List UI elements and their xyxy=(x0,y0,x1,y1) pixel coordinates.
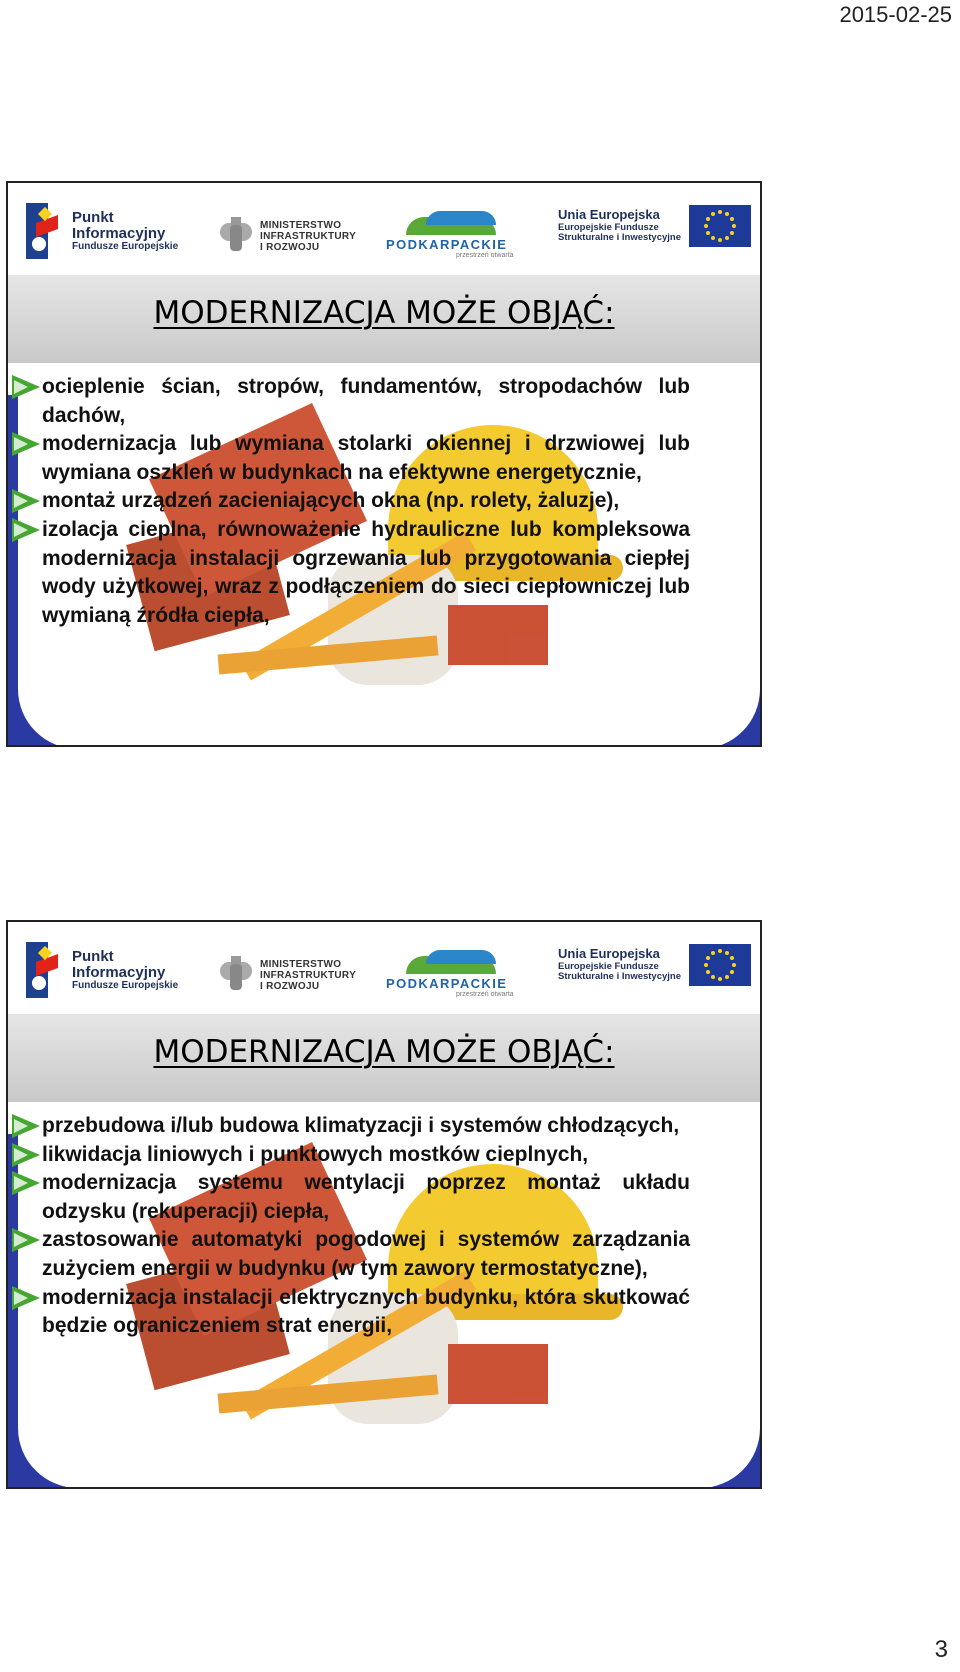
podkarpackie-logo xyxy=(386,950,514,998)
min-line1: MINISTERSTWO xyxy=(260,219,342,231)
list-item: likwidacja liniowych i punktowych mostków cieplnych, xyxy=(42,1141,690,1170)
punkt-informacyjny-mark-icon xyxy=(26,942,66,998)
eu-star-icon xyxy=(732,963,736,967)
ue-line3: Strukturalne i Inwestycyjne xyxy=(558,971,682,983)
eu-star-icon xyxy=(730,956,734,960)
eu-star-icon xyxy=(732,224,736,228)
eu-star-icon xyxy=(718,238,722,242)
podkarpackie-hills-icon xyxy=(386,950,498,974)
arrow-bullet-icon xyxy=(12,1286,40,1310)
eu-star-icon xyxy=(718,210,722,214)
eu-star-icon xyxy=(711,951,715,955)
eu-flag-icon xyxy=(689,944,751,986)
page-number: 3 xyxy=(934,1636,948,1663)
punkt-informacyjny-logo xyxy=(26,203,178,259)
list-item: modernizacja instalacji elektrycznych budynku, która skutkować będzie ograniczeniem strat energii, xyxy=(42,1284,690,1341)
page-date: 2015-02-25 xyxy=(839,2,952,27)
min-line1: MINISTERSTWO xyxy=(260,958,342,970)
bullet-list xyxy=(42,373,690,630)
eu-star-icon xyxy=(706,956,710,960)
eu-star-icon xyxy=(711,212,715,216)
ue-line3: Strukturalne i Inwestycyjne xyxy=(558,232,682,244)
podkarpackie-tagline: przestrzeń otwarta xyxy=(456,991,514,998)
bullet-list xyxy=(42,1112,690,1341)
arrow-bullet-icon xyxy=(12,1143,40,1167)
podkarpackie-logo xyxy=(386,211,514,259)
eu-star-icon xyxy=(725,951,729,955)
slide-title: MODERNIZACJA MOŻE OBJĄĆ: xyxy=(153,295,615,331)
ministerstwo-logo xyxy=(220,217,356,255)
logo-bar xyxy=(8,183,760,275)
arrow-bullet-icon xyxy=(12,1114,40,1138)
pi-line2: Informacyjny xyxy=(72,963,166,981)
eu-star-icon xyxy=(706,970,710,974)
eu-star-icon xyxy=(725,236,729,240)
logo-bar xyxy=(8,922,760,1014)
pi-line2: Informacyjny xyxy=(72,224,166,242)
list-item: przebudowa i/lub budowa klimatyzacji i systemów chłodzących, xyxy=(42,1112,690,1141)
ministerstwo-logo xyxy=(220,956,356,994)
eu-star-icon xyxy=(711,975,715,979)
eu-star-icon xyxy=(725,212,729,216)
unia-europejska-logo xyxy=(558,205,751,247)
eu-star-icon xyxy=(718,977,722,981)
eu-star-icon xyxy=(730,970,734,974)
eu-star-icon xyxy=(718,949,722,953)
eu-star-icon xyxy=(730,231,734,235)
eu-star-icon xyxy=(704,963,708,967)
list-item: ocieplenie ścian, stropów, fundamentów, stropodachów lub dachów, xyxy=(42,373,690,430)
eagle-emblem-icon xyxy=(220,217,252,255)
arrow-bullet-icon xyxy=(12,489,40,513)
list-item: montaż urządzeń zacieniających okna (np. rolety, żaluzje), xyxy=(42,487,690,516)
punkt-informacyjny-mark-icon xyxy=(26,203,66,259)
podkarpackie-name: PODKARPACKIE xyxy=(386,237,508,252)
eu-star-icon xyxy=(711,236,715,240)
ue-line1: Unia Europejska xyxy=(558,207,660,223)
eu-star-icon xyxy=(706,231,710,235)
podkarpackie-hills-icon xyxy=(386,211,498,235)
pi-line1: Punkt xyxy=(72,948,114,965)
min-line2: INFRASTRUKTURY xyxy=(260,969,357,981)
arrow-bullet-icon xyxy=(12,375,40,399)
pi-line3: Fundusze Europejskie xyxy=(72,240,179,252)
ue-line1: Unia Europejska xyxy=(558,946,660,962)
unia-europejska-logo xyxy=(558,944,751,986)
pi-line1: Punkt xyxy=(72,209,114,226)
list-item: modernizacja lub wymiana stolarki okiennej i drzwiowej lub wymiana oszkleń w budynkach na efektywne energetycznie, xyxy=(42,430,690,487)
min-line3: I ROZWOJU xyxy=(260,241,320,253)
slide-1 xyxy=(6,181,762,747)
list-item: modernizacja systemu wentylacji poprzez montaż układu odzysku (rekuperacji) ciepła, xyxy=(42,1169,690,1226)
eu-star-icon xyxy=(725,975,729,979)
arrow-bullet-icon xyxy=(12,432,40,456)
ue-line2: Europejskie Fundusze xyxy=(558,221,659,233)
min-line2: INFRASTRUKTURY xyxy=(260,230,357,242)
pi-line3: Fundusze Europejskie xyxy=(72,979,179,991)
min-line3: I ROZWOJU xyxy=(260,980,320,992)
arrow-bullet-icon xyxy=(12,518,40,542)
eu-star-icon xyxy=(730,217,734,221)
podkarpackie-name: PODKARPACKIE xyxy=(386,976,508,991)
eagle-emblem-icon xyxy=(220,956,252,994)
slide-title: MODERNIZACJA MOŻE OBJĄĆ: xyxy=(153,1034,615,1070)
slide-2 xyxy=(6,920,762,1489)
list-item: zastosowanie automatyki pogodowej i systemów zarządzania zużyciem energii w budynku (w tym zawory termostatyczne), xyxy=(42,1226,690,1283)
arrow-bullet-icon xyxy=(12,1171,40,1195)
eu-star-icon xyxy=(706,217,710,221)
eu-star-icon xyxy=(704,224,708,228)
ue-line2: Europejskie Fundusze xyxy=(558,960,659,972)
eu-flag-icon xyxy=(689,205,751,247)
podkarpackie-tagline: przestrzeń otwarta xyxy=(456,252,514,259)
arrow-bullet-icon xyxy=(12,1228,40,1252)
list-item: izolacja cieplna, równoważenie hydrauliczne lub kompleksowa modernizacja instalacji ogrzewania lub przygotowania ciepłej wody użytkowej, wraz z podłączeniem do sieci ciepłowniczej lub wymianą źródła ciepła, xyxy=(42,516,690,630)
punkt-informacyjny-logo xyxy=(26,942,178,998)
